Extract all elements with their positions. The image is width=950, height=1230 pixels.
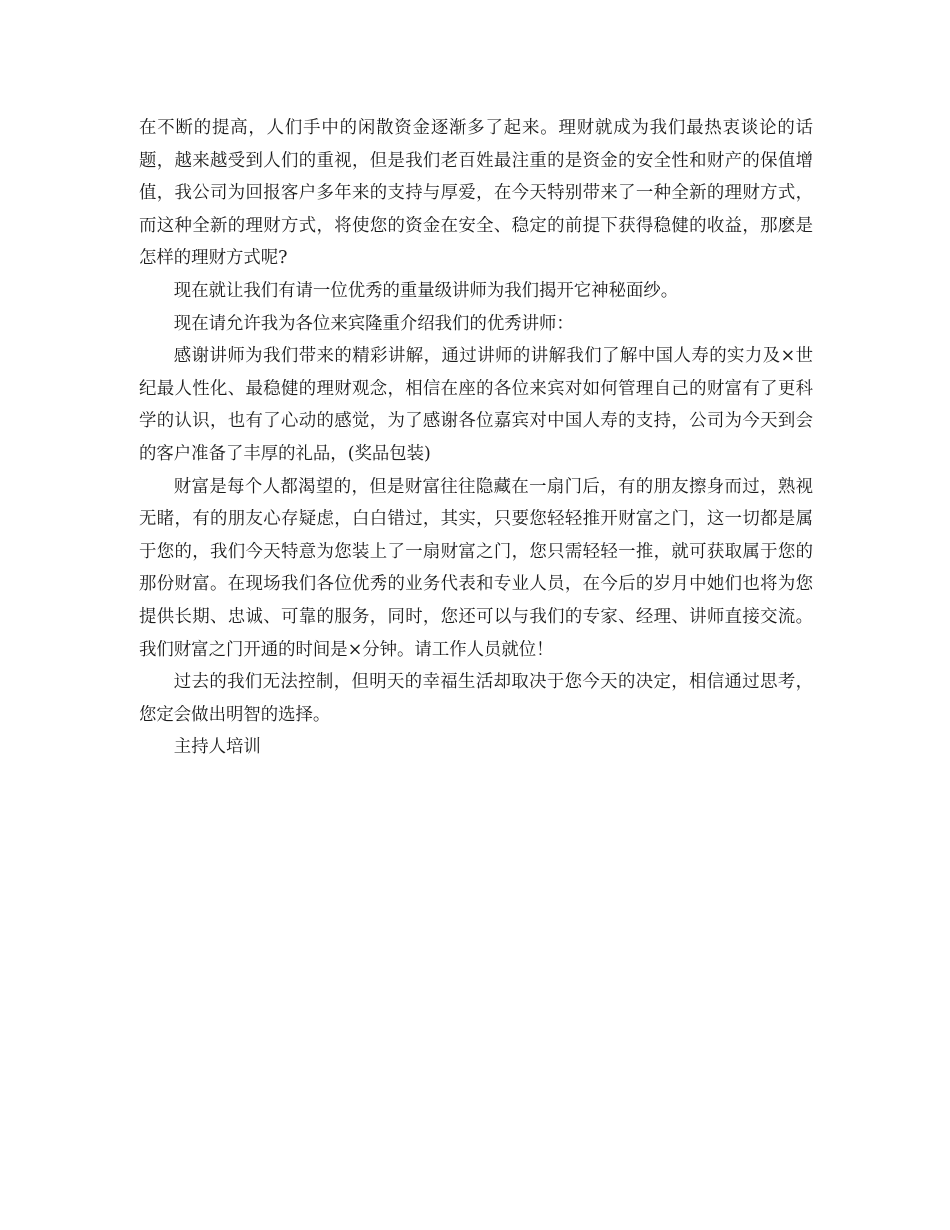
paragraph-thanks-lecturer: 感谢讲师为我们带来的精彩讲解，通过讲师的讲解我们了解中国人寿的实力及×世纪最人性化、最稳健的理财观念，相信在座的各位来宾对如何管理自己的财富有了更科学的认识，也有了心动的感觉，为了感谢各位嘉宾对中国人寿的支持，公司为今天到会的客户准备了丰厚的礼品，(奖品包装) [139, 346, 813, 464]
document-body [139, 112, 813, 764]
paragraph-host-training: 主持人培训 [173, 737, 261, 758]
paragraph-introduce-lecturer: 现在请允许我为各位来宾隆重介绍我们的优秀讲师： [173, 313, 574, 334]
paragraph-invite-lecturer: 现在就让我们有请一位优秀的重量级讲师为我们揭开它神秘面纱。 [173, 280, 679, 301]
paragraph-decision: 过去的我们无法控制，但明天的幸福生活却取决于您今天的决定，相信通过思考，您定会做出明智的选择。 [139, 672, 813, 725]
paragraph-intro-continued: 在不断的提高，人们手中的闲散资金逐渐多了起来。理财就成为我们最热衷谈论的话题，越来越受到人们的重视，但是我们老百姓最注重的是资金的安全性和财产的保值增值，我公司为回报客户多年来的支持与厚爱，在今天特别带来了一种全新的理财方式，而这种全新的理财方式，将使您的资金在安全、稳定的前提下获得稳健的收益，那麽是怎样的理财方式呢? [139, 118, 813, 269]
paragraph-wealth-door: 财富是每个人都渴望的，但是财富往往隐藏在一扇门后，有的朋友擦身而过，熟视无睹，有的朋友心存疑虑，白白错过，其实，只要您轻轻推开财富之门，这一切都是属于您的，我们今天特意为您装上了一扇财富之门，您只需轻轻一推，就可获取属于您的那份财富。在现场我们各位优秀的业务代表和专业人员，在今后的岁月中她们也将为您提供长期、忠诚、可靠的服务，同时，您还可以与我们的专家、经理、讲师直接交流。我们财富之门开通的时间是×分钟。请工作人员就位！ [139, 476, 813, 660]
